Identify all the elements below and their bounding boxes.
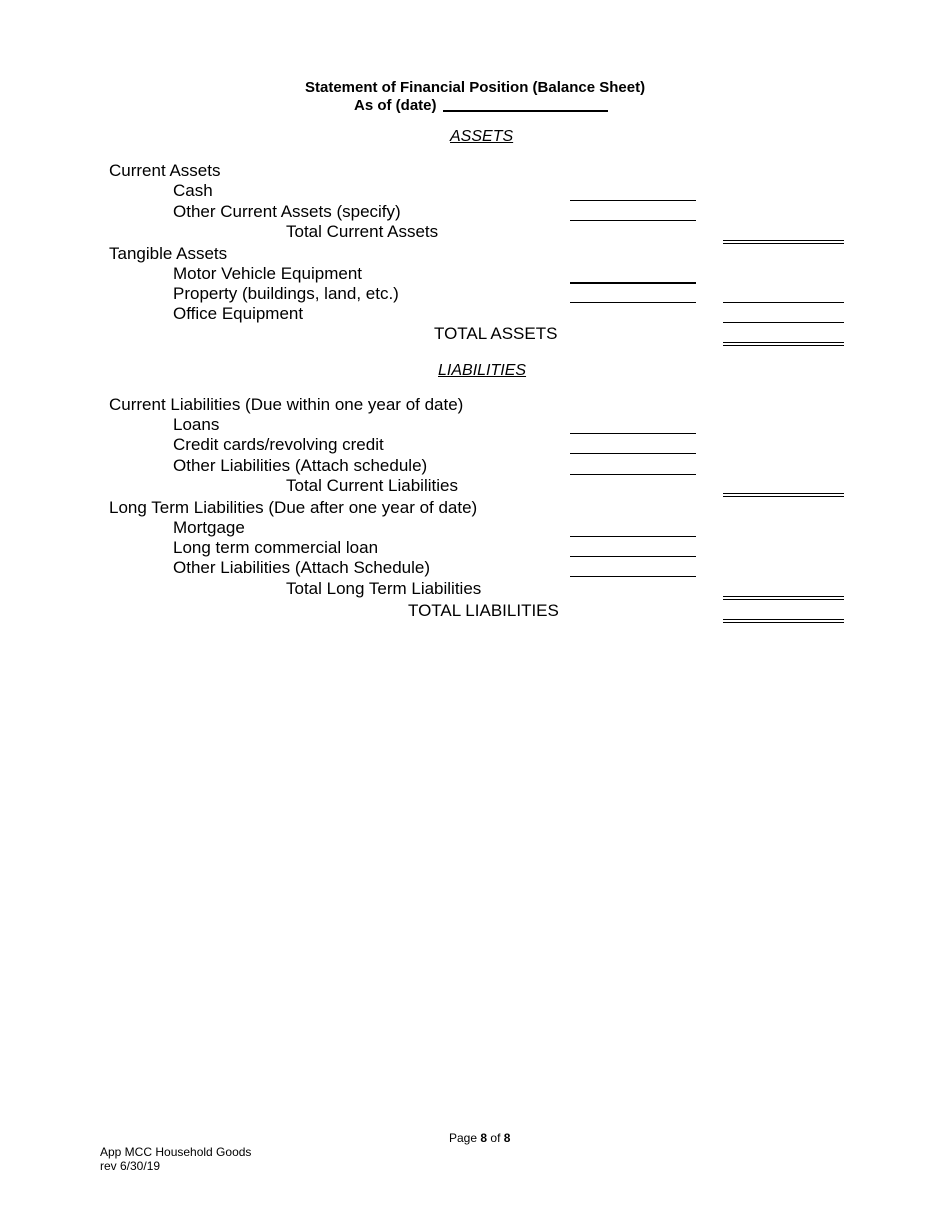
long-term-liabilities-label: Long Term Liabilities (Due after one year of date): [109, 498, 478, 517]
office-equipment-amount-field[interactable]: [723, 322, 844, 323]
long-term-commercial-loan-amount-field[interactable]: [570, 556, 696, 557]
total-assets-field[interactable]: [723, 342, 844, 346]
page-number: [449, 1131, 510, 1145]
total-liabilities-field[interactable]: [723, 619, 844, 623]
as-of-date-label: As of (date): [354, 97, 437, 114]
credit-cards-label: Credit cards/revolving credit: [173, 435, 384, 454]
page-prefix: Page: [449, 1131, 478, 1145]
other-long-term-liabilities-amount-field[interactable]: [570, 576, 696, 577]
office-equipment-label: Office Equipment: [173, 304, 304, 323]
motor-vehicle-equipment-amount-field[interactable]: [570, 282, 696, 284]
total-current-assets-field[interactable]: [723, 240, 844, 244]
total-current-liabilities-field[interactable]: [723, 493, 844, 497]
cash-amount-field[interactable]: [570, 200, 696, 201]
mortgage-label: Mortgage: [173, 518, 245, 537]
other-current-assets-amount-field[interactable]: [570, 220, 696, 221]
form-name: App MCC Household Goods: [100, 1145, 252, 1159]
document-title: Statement of Financial Position (Balance Sheet): [305, 79, 646, 96]
motor-vehicle-equipment-label: Motor Vehicle Equipment: [173, 264, 362, 283]
other-liabilities-amount-field[interactable]: [570, 474, 696, 475]
total-current-liabilities-label: Total Current Liabilities: [286, 476, 458, 495]
other-current-assets-label: Other Current Assets (specify): [173, 202, 401, 221]
long-term-commercial-loan-label: Long term commercial loan: [173, 538, 379, 557]
other-liabilities-label: Other Liabilities (Attach schedule): [173, 456, 428, 475]
tangible-assets-label: Tangible Assets: [109, 244, 228, 263]
page-of: of: [490, 1131, 501, 1145]
other-long-term-liabilities-label: Other Liabilities (Attach Schedule): [173, 558, 431, 577]
current-assets-label: Current Assets: [109, 161, 221, 180]
property-amount-field[interactable]: [570, 302, 696, 303]
mortgage-amount-field[interactable]: [570, 536, 696, 537]
total-liabilities-label: TOTAL LIABILITIES: [408, 601, 559, 620]
credit-cards-amount-field[interactable]: [570, 453, 696, 454]
total-long-term-liabilities-label: Total Long Term Liabilities: [286, 579, 482, 598]
property-label: Property (buildings, land, etc.): [173, 284, 399, 303]
total-long-term-liabilities-field[interactable]: [723, 596, 844, 600]
page-current: 8: [480, 1131, 488, 1145]
loans-label: Loans: [173, 415, 220, 434]
cash-label: Cash: [173, 181, 213, 200]
assets-heading: ASSETS: [450, 128, 514, 145]
tangible-subtotal-field[interactable]: [723, 302, 844, 303]
page-total: 8: [503, 1131, 511, 1145]
total-current-assets-label: Total Current Assets: [286, 222, 439, 241]
revision-date: rev 6/30/19: [100, 1159, 161, 1173]
current-liabilities-label: Current Liabilities (Due within one year of date): [109, 395, 464, 414]
loans-amount-field[interactable]: [570, 433, 696, 434]
total-assets-label: TOTAL ASSETS: [434, 324, 558, 343]
liabilities-heading: LIABILITIES: [438, 362, 527, 379]
as-of-date-field[interactable]: [443, 110, 608, 112]
